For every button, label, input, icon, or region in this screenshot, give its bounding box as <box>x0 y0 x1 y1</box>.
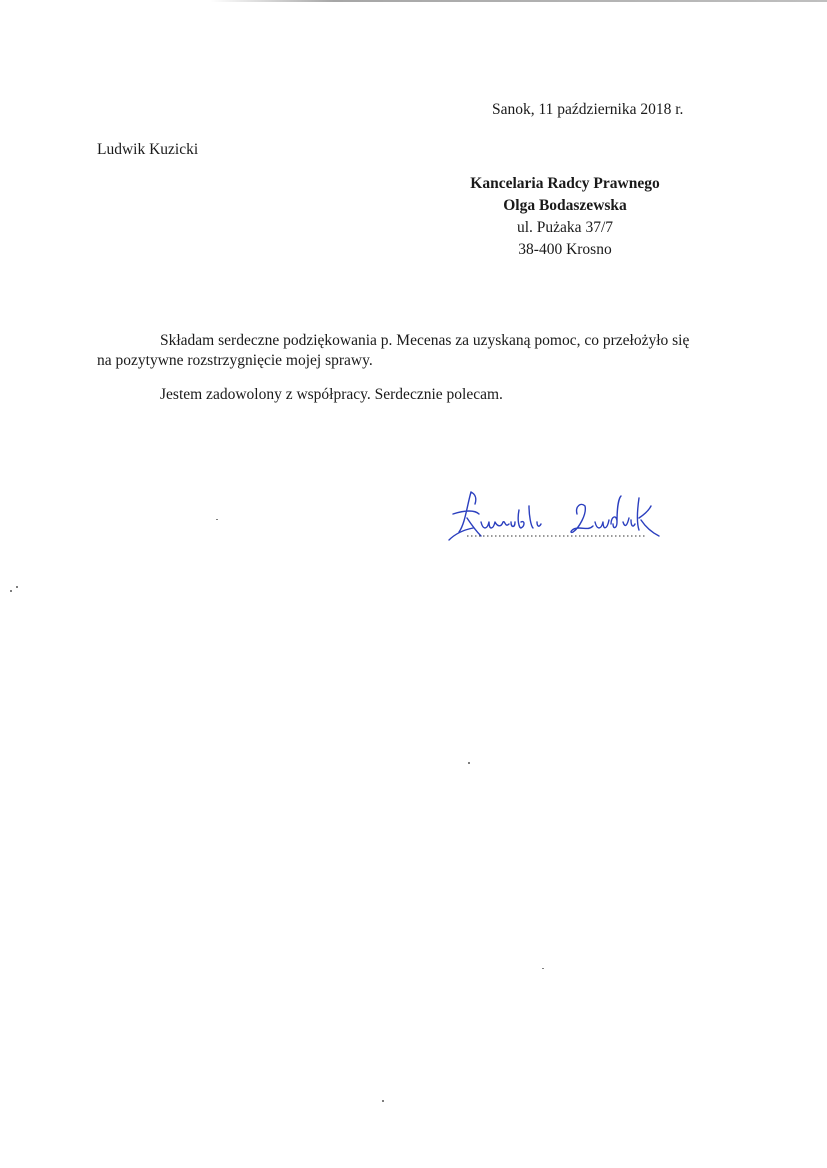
scan-speck <box>542 968 544 969</box>
handwritten-signature <box>445 484 675 554</box>
body-paragraph-2: Jestem zadowolony z współpracy. Serdecznie polecam. <box>160 386 503 403</box>
sender-name: Ludwik Kuzicki <box>97 141 199 158</box>
scan-speck <box>10 590 12 592</box>
body-paragraph-1-line-1: Składam serdeczne podziękowania p. Mecenas za uzyskaną pomoc, co przełożyło się <box>160 332 690 349</box>
scan-speck <box>16 586 18 588</box>
recipient-name: Olga Bodaszewska <box>503 197 627 214</box>
recipient-block <box>440 173 690 261</box>
scan-speck <box>468 762 470 764</box>
body-paragraph-1-line-2: na pozytywne rozstrzygnięcie mojej sprawy. <box>97 352 373 369</box>
place-date: Sanok, 11 października 2018 r. <box>492 101 684 118</box>
recipient-firm: Kancelaria Radcy Prawnego <box>470 175 660 192</box>
recipient-street: ul. Pużaka 37/7 <box>517 219 613 236</box>
scan-edge-shadow <box>210 0 827 2</box>
scan-speck <box>382 1100 384 1102</box>
scan-speck <box>216 519 218 520</box>
recipient-city: 38-400 Krosno <box>518 241 612 258</box>
